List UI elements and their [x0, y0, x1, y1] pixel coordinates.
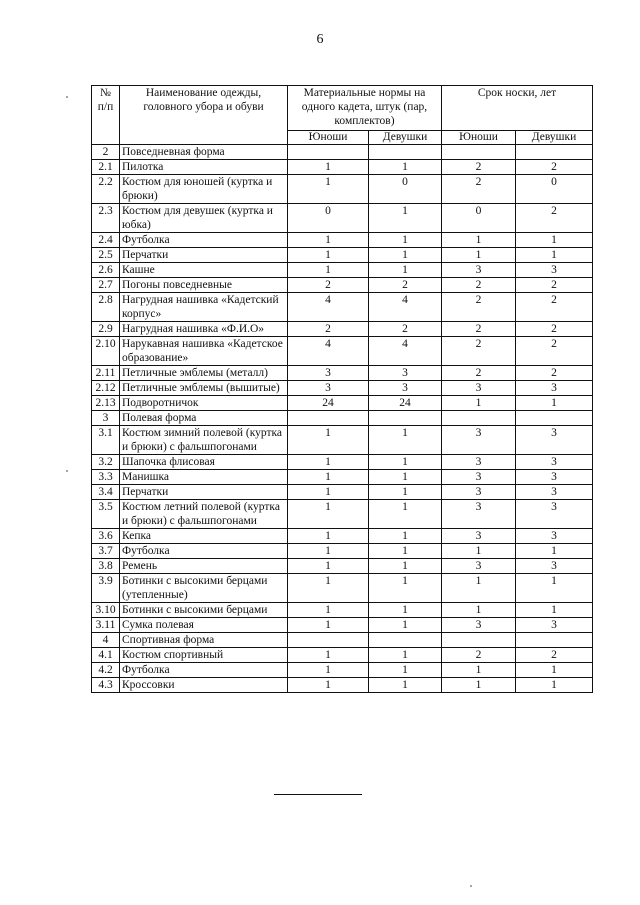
item-name: Ботинки с высокими берцами [120, 603, 288, 618]
table-row [92, 322, 593, 337]
term-girls: 3 [516, 381, 593, 396]
table-row [92, 175, 593, 204]
row-number: 3.1 [92, 426, 120, 455]
term-boys: 3 [442, 485, 516, 500]
item-name: Петличные эмблемы (вышитые) [120, 381, 288, 396]
norm-boys: 1 [288, 160, 369, 175]
norm-girls: 1 [369, 455, 442, 470]
term-boys: 3 [442, 426, 516, 455]
norm-girls: 4 [369, 337, 442, 366]
term-girls: 2 [516, 278, 593, 293]
term-girls: 1 [516, 248, 593, 263]
item-name: Подворотничок [120, 396, 288, 411]
item-name: Нагрудная нашивка «Ф.И.О» [120, 322, 288, 337]
table-row [92, 396, 593, 411]
norm-girls: 24 [369, 396, 442, 411]
table-row [92, 485, 593, 500]
table-row [92, 411, 593, 426]
table-row [92, 337, 593, 366]
item-name: Погоны повседневные [120, 278, 288, 293]
table-row [92, 500, 593, 529]
norm-boys [288, 633, 369, 648]
table-row [92, 233, 593, 248]
table-row [92, 160, 593, 175]
term-girls: 3 [516, 559, 593, 574]
term-girls: 3 [516, 455, 593, 470]
header-number: № п/п [92, 86, 120, 145]
term-girls: 2 [516, 293, 593, 322]
term-boys: 2 [442, 175, 516, 204]
term-girls: 3 [516, 485, 593, 500]
scan-speck [66, 96, 68, 98]
term-boys: 2 [442, 366, 516, 381]
norm-girls: 1 [369, 678, 442, 693]
row-number: 4 [92, 633, 120, 648]
term-girls: 2 [516, 366, 593, 381]
item-name: Нагрудная нашивка «Кадетский корпус» [120, 293, 288, 322]
item-name: Кроссовки [120, 678, 288, 693]
row-number: 3.4 [92, 485, 120, 500]
term-girls: 1 [516, 603, 593, 618]
item-name: Пилотка [120, 160, 288, 175]
item-name: Перчатки [120, 248, 288, 263]
term-girls: 1 [516, 678, 593, 693]
term-boys: 1 [442, 663, 516, 678]
norm-girls: 1 [369, 618, 442, 633]
row-number: 3.6 [92, 529, 120, 544]
term-boys [442, 145, 516, 160]
row-number: 2.9 [92, 322, 120, 337]
term-girls: 1 [516, 663, 593, 678]
row-number: 2.5 [92, 248, 120, 263]
norm-girls: 1 [369, 485, 442, 500]
norm-boys: 0 [288, 204, 369, 233]
row-number: 2.6 [92, 263, 120, 278]
norm-girls: 1 [369, 470, 442, 485]
table-header-row [92, 86, 593, 131]
closing-rule [274, 794, 362, 795]
table-row [92, 603, 593, 618]
term-boys: 2 [442, 160, 516, 175]
table-row [92, 455, 593, 470]
item-name: Перчатки [120, 485, 288, 500]
norm-girls [369, 633, 442, 648]
term-boys [442, 411, 516, 426]
item-name: Петличные эмблемы (металл) [120, 366, 288, 381]
item-name: Шапочка флисовая [120, 455, 288, 470]
norm-boys: 3 [288, 381, 369, 396]
table-row [92, 426, 593, 455]
item-name: Футболка [120, 663, 288, 678]
term-boys: 1 [442, 248, 516, 263]
row-number: 3.11 [92, 618, 120, 633]
item-name: Спортивная форма [120, 633, 288, 648]
header-term-boys: Юноши [442, 131, 516, 145]
norm-boys: 1 [288, 175, 369, 204]
row-number: 3 [92, 411, 120, 426]
term-girls: 1 [516, 396, 593, 411]
table-row [92, 293, 593, 322]
norm-girls: 1 [369, 603, 442, 618]
norm-girls [369, 411, 442, 426]
term-boys: 3 [442, 455, 516, 470]
row-number: 3.9 [92, 574, 120, 603]
item-name: Костюм спортивный [120, 648, 288, 663]
header-item-name: Наименование одежды, головного убора и обуви [120, 86, 288, 145]
table-row [92, 559, 593, 574]
term-girls: 3 [516, 470, 593, 485]
row-number: 2.2 [92, 175, 120, 204]
term-boys: 1 [442, 233, 516, 248]
row-number: 2.1 [92, 160, 120, 175]
norm-boys [288, 411, 369, 426]
norm-boys: 1 [288, 559, 369, 574]
item-name: Костюм для юношей (куртка и брюки) [120, 175, 288, 204]
header-term-girls: Девушки [516, 131, 593, 145]
item-name: Сумка полевая [120, 618, 288, 633]
scan-speck [66, 470, 68, 472]
table-row [92, 381, 593, 396]
term-boys: 3 [442, 529, 516, 544]
term-boys: 2 [442, 648, 516, 663]
norm-boys: 2 [288, 322, 369, 337]
norm-boys: 24 [288, 396, 369, 411]
table-row [92, 633, 593, 648]
item-name: Ремень [120, 559, 288, 574]
table-row [92, 278, 593, 293]
term-girls [516, 633, 593, 648]
norm-girls: 3 [369, 366, 442, 381]
norm-girls: 1 [369, 574, 442, 603]
norm-girls: 1 [369, 500, 442, 529]
term-boys: 1 [442, 396, 516, 411]
norm-girls: 1 [369, 663, 442, 678]
term-girls: 2 [516, 160, 593, 175]
table-row [92, 529, 593, 544]
term-girls: 0 [516, 175, 593, 204]
table-row [92, 204, 593, 233]
norm-boys: 1 [288, 678, 369, 693]
clothing-norms-table [91, 85, 593, 693]
item-name: Футболка [120, 544, 288, 559]
term-girls: 1 [516, 544, 593, 559]
norm-girls: 1 [369, 233, 442, 248]
norm-boys: 1 [288, 455, 369, 470]
term-boys: 2 [442, 293, 516, 322]
norm-boys: 1 [288, 233, 369, 248]
row-number: 2.10 [92, 337, 120, 366]
term-boys: 2 [442, 337, 516, 366]
row-number: 4.1 [92, 648, 120, 663]
term-boys: 3 [442, 470, 516, 485]
norm-girls: 2 [369, 278, 442, 293]
norm-girls: 4 [369, 293, 442, 322]
norm-boys: 1 [288, 618, 369, 633]
header-norms-girls: Девушки [369, 131, 442, 145]
norm-girls: 1 [369, 559, 442, 574]
item-name: Костюм для девушек (куртка и юбка) [120, 204, 288, 233]
norm-boys: 1 [288, 248, 369, 263]
item-name: Костюм зимний полевой (куртка и брюки) с фальшпогонами [120, 426, 288, 455]
table-row [92, 366, 593, 381]
header-norms-boys: Юноши [288, 131, 369, 145]
term-girls: 1 [516, 574, 593, 603]
item-name: Ботинки с высокими берцами (утепленные) [120, 574, 288, 603]
row-number: 4.3 [92, 678, 120, 693]
norm-girls: 1 [369, 648, 442, 663]
term-boys: 3 [442, 381, 516, 396]
row-number: 2.7 [92, 278, 120, 293]
term-boys: 3 [442, 263, 516, 278]
row-number: 3.8 [92, 559, 120, 574]
term-girls: 2 [516, 204, 593, 233]
table-row [92, 618, 593, 633]
term-girls: 1 [516, 233, 593, 248]
row-number: 2.4 [92, 233, 120, 248]
norm-boys: 1 [288, 544, 369, 559]
row-number: 3.2 [92, 455, 120, 470]
row-number: 2.12 [92, 381, 120, 396]
table-row [92, 648, 593, 663]
row-number: 3.10 [92, 603, 120, 618]
term-girls: 3 [516, 529, 593, 544]
item-name: Нарукавная нашивка «Кадетское образование» [120, 337, 288, 366]
norm-girls: 0 [369, 175, 442, 204]
table-row [92, 263, 593, 278]
term-boys: 3 [442, 559, 516, 574]
term-girls: 2 [516, 337, 593, 366]
table-row [92, 248, 593, 263]
row-number: 4.2 [92, 663, 120, 678]
header-material-norms: Материальные нормы на одного кадета, штук (пар, комплектов) [288, 86, 442, 131]
norm-girls: 1 [369, 263, 442, 278]
row-number: 3.7 [92, 544, 120, 559]
term-girls [516, 411, 593, 426]
term-girls: 2 [516, 322, 593, 337]
norm-girls: 1 [369, 529, 442, 544]
table-row [92, 678, 593, 693]
term-boys: 1 [442, 678, 516, 693]
scan-speck [470, 885, 472, 887]
norm-boys: 3 [288, 366, 369, 381]
term-girls: 3 [516, 618, 593, 633]
norm-boys: 1 [288, 263, 369, 278]
item-name: Футболка [120, 233, 288, 248]
norm-girls [369, 145, 442, 160]
table-row [92, 663, 593, 678]
term-boys: 3 [442, 618, 516, 633]
term-boys [442, 633, 516, 648]
row-number: 3.3 [92, 470, 120, 485]
norm-boys: 1 [288, 603, 369, 618]
table-row [92, 574, 593, 603]
norm-girls: 2 [369, 322, 442, 337]
term-girls: 3 [516, 263, 593, 278]
norm-girls: 1 [369, 160, 442, 175]
norm-boys: 1 [288, 470, 369, 485]
term-girls: 2 [516, 648, 593, 663]
norm-girls: 1 [369, 544, 442, 559]
term-boys: 1 [442, 603, 516, 618]
row-number: 2 [92, 145, 120, 160]
item-name: Кепка [120, 529, 288, 544]
table-body [92, 145, 593, 693]
item-name: Кашне [120, 263, 288, 278]
item-name: Манишка [120, 470, 288, 485]
norm-girls: 1 [369, 248, 442, 263]
norm-boys: 1 [288, 500, 369, 529]
item-name: Полевая форма [120, 411, 288, 426]
term-boys: 3 [442, 500, 516, 529]
norm-boys: 1 [288, 648, 369, 663]
norm-girls: 1 [369, 426, 442, 455]
row-number: 2.11 [92, 366, 120, 381]
norm-boys: 1 [288, 485, 369, 500]
term-boys: 2 [442, 278, 516, 293]
norm-boys: 1 [288, 574, 369, 603]
term-girls [516, 145, 593, 160]
term-boys: 1 [442, 574, 516, 603]
norm-girls: 1 [369, 204, 442, 233]
term-boys: 1 [442, 544, 516, 559]
norm-boys: 1 [288, 529, 369, 544]
row-number: 2.8 [92, 293, 120, 322]
norm-boys: 4 [288, 293, 369, 322]
norm-boys [288, 145, 369, 160]
row-number: 2.13 [92, 396, 120, 411]
table-row [92, 470, 593, 485]
term-boys: 0 [442, 204, 516, 233]
norm-boys: 2 [288, 278, 369, 293]
norm-boys: 1 [288, 663, 369, 678]
table-row [92, 544, 593, 559]
table-row [92, 145, 593, 160]
norm-girls: 3 [369, 381, 442, 396]
row-number: 2.3 [92, 204, 120, 233]
page-number: 6 [316, 32, 324, 47]
term-boys: 2 [442, 322, 516, 337]
item-name: Повседневная форма [120, 145, 288, 160]
term-girls: 3 [516, 500, 593, 529]
item-name: Костюм летний полевой (куртка и брюки) с фальшпогонами [120, 500, 288, 529]
norm-boys: 1 [288, 426, 369, 455]
row-number: 3.5 [92, 500, 120, 529]
header-wear-term: Срок носки, лет [442, 86, 593, 131]
norm-boys: 4 [288, 337, 369, 366]
term-girls: 3 [516, 426, 593, 455]
